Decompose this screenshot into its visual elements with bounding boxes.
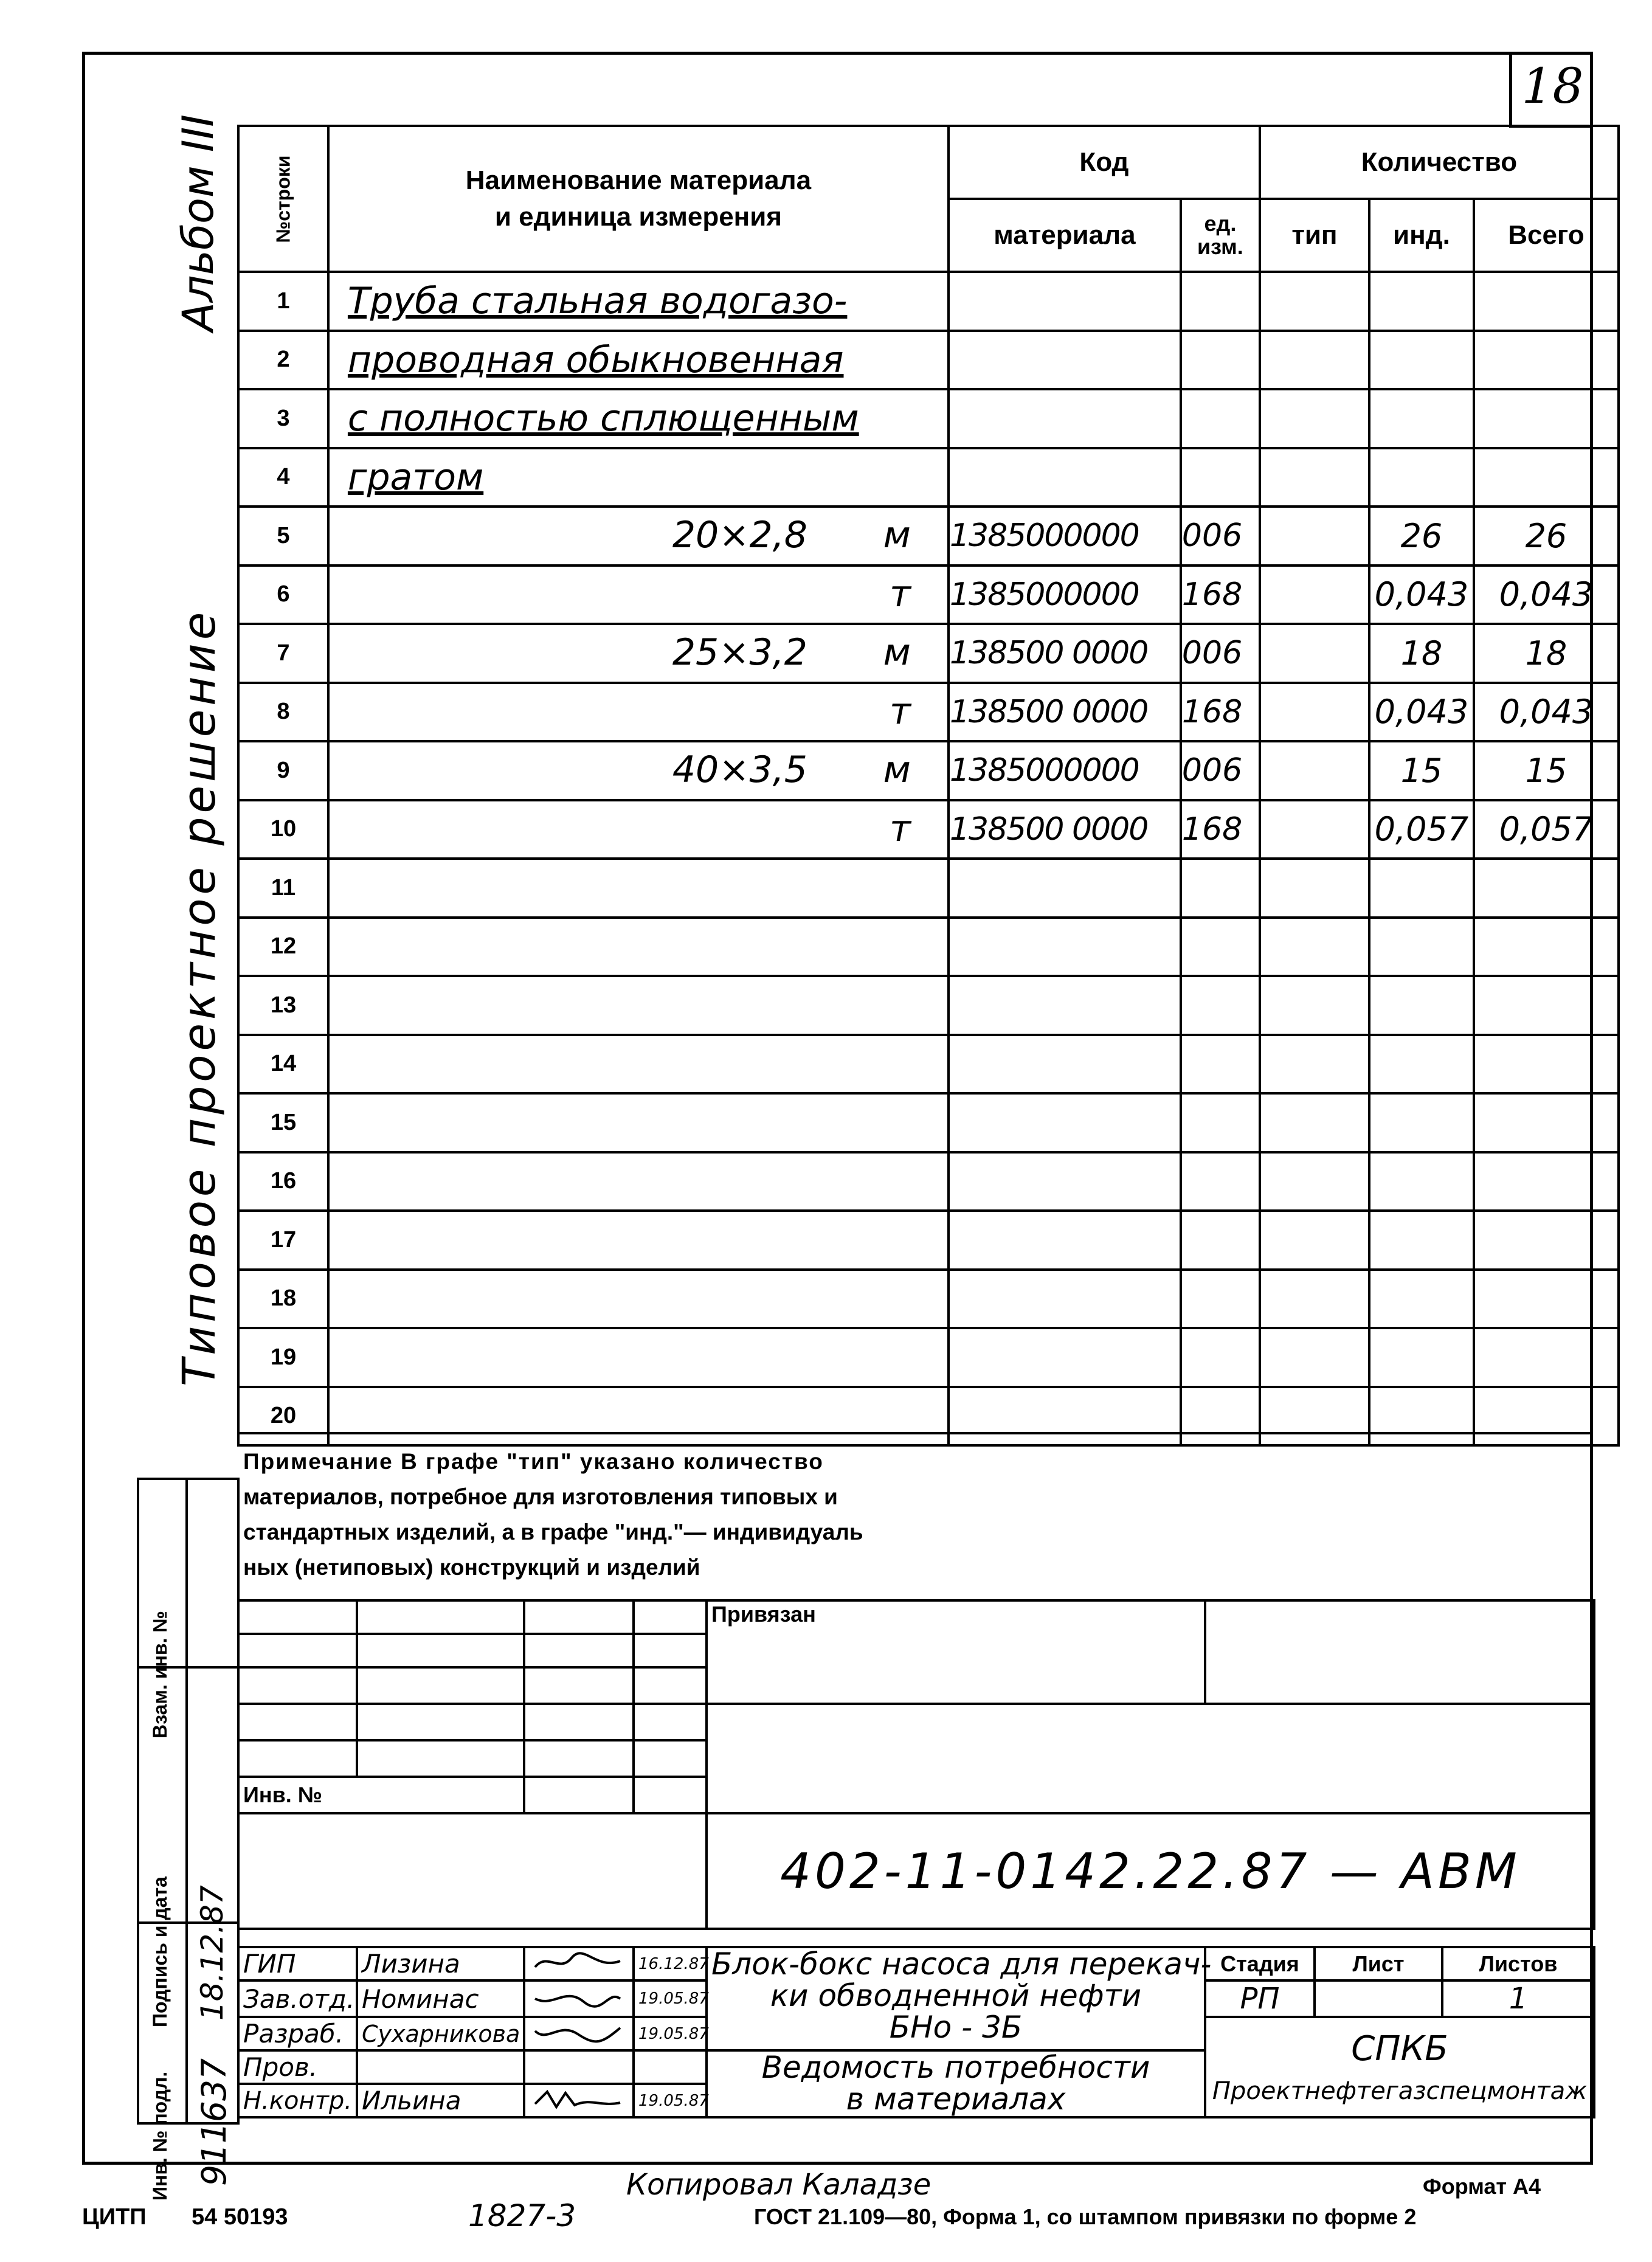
qty-type (1260, 1093, 1369, 1152)
signature (524, 1980, 634, 2017)
row-number: 20 (238, 1387, 328, 1446)
album-label: Альбом III (173, 114, 223, 331)
qty-ind: 26 (1369, 507, 1474, 566)
qty-total (1474, 331, 1619, 390)
unit-code (1181, 918, 1260, 977)
signature (524, 2084, 634, 2117)
ind-header: инд. (1369, 199, 1474, 272)
material-name-cell (328, 1387, 949, 1446)
qty-total (1474, 1093, 1619, 1152)
note-line: Примечание В графе "тип" указано количество (243, 1449, 824, 1474)
row-number: 11 (238, 859, 328, 918)
material-name-cell (328, 800, 949, 859)
materials-table (237, 125, 1620, 1447)
signer-role: ГИП (238, 1947, 357, 1980)
qty-type (1260, 976, 1369, 1035)
qty-type (1260, 1035, 1369, 1094)
unit-code: 006 (1181, 741, 1260, 800)
material-name-cell (328, 1093, 949, 1152)
qty-type (1260, 1211, 1369, 1270)
material-code (949, 1270, 1181, 1329)
qty-total (1474, 859, 1619, 918)
material-code: 138500 0000 (949, 683, 1181, 742)
material-code: 138500 0000 (949, 800, 1181, 859)
material-code: 1385000000 (949, 507, 1181, 566)
qty-type (1260, 389, 1369, 448)
type-header: тип (1260, 199, 1369, 272)
table-row (238, 741, 1619, 800)
doc-code: 402-11-0142.22.87 — АВМ (707, 1813, 1594, 1929)
material-code (949, 1211, 1181, 1270)
unit-code: 168 (1181, 683, 1260, 742)
privyazan-label: Привязан (707, 1600, 1205, 1704)
qty-ind (1369, 918, 1474, 977)
unit-code (1181, 1270, 1260, 1329)
signer-date: 19.05.87 (634, 1980, 707, 2017)
qty-type (1260, 331, 1369, 390)
qty-ind (1369, 331, 1474, 390)
total-header: Всего (1474, 199, 1619, 272)
table-row (238, 1093, 1619, 1152)
signer-date: 19.05.87 (634, 2084, 707, 2117)
qty-type (1260, 683, 1369, 742)
material-code (949, 1035, 1181, 1094)
material-name-cell (328, 859, 949, 918)
format-label: Формат А4 (1423, 2174, 1541, 2199)
name-header: Наименование материала и единица измерения (328, 126, 949, 272)
material-name-cell (328, 389, 949, 448)
table-row (238, 1328, 1619, 1387)
table-row (238, 1270, 1619, 1329)
material-name-cell (328, 918, 949, 977)
material-code (949, 448, 1181, 507)
qty-total (1474, 1152, 1619, 1211)
footer-handwritten: 1827-3 (468, 2198, 576, 2233)
qty-type (1260, 859, 1369, 918)
signer-date: 19.05.87 (634, 2017, 707, 2050)
sheet-number: 18 (1521, 58, 1584, 114)
table-row (238, 331, 1619, 390)
unit: м (883, 631, 911, 674)
unit-code-header: ед. изм. (1181, 199, 1260, 272)
unit-code (1181, 448, 1260, 507)
qty-total (1474, 918, 1619, 977)
quantity-header: Количество (1260, 126, 1619, 199)
signer-name: Лизина (357, 1947, 524, 1980)
project-label: Типовое проектное решение (173, 608, 226, 1386)
table-row (238, 448, 1619, 507)
material-code (949, 1387, 1181, 1446)
signer-name: Номинас (357, 1980, 524, 2017)
footer-number: 54 50193 (192, 2204, 288, 2230)
material-code: 138500 0000 (949, 624, 1181, 683)
material-code (949, 331, 1181, 390)
material-name: 20×2,8 (672, 514, 807, 556)
qty-type (1260, 800, 1369, 859)
unit-code (1181, 331, 1260, 390)
signature-date-label: Подпись и дата (138, 1667, 187, 1923)
signer-date: 16.12.87 (634, 1947, 707, 1980)
table-row (238, 800, 1619, 859)
row-number: 4 (238, 448, 328, 507)
code-header: Код (949, 126, 1260, 199)
signature (524, 1947, 634, 1980)
qty-total: 18 (1474, 624, 1619, 683)
qty-total (1474, 1270, 1619, 1329)
qty-total: 0,057 (1474, 800, 1619, 859)
table-row (238, 624, 1619, 683)
qty-total (1474, 389, 1619, 448)
row-number: 1 (238, 272, 328, 331)
row-number: 16 (238, 1152, 328, 1211)
material-name: с полностью сплющенным (347, 397, 859, 440)
object-title: Блок-бокс насоса для перекач- ки обводненной нефти БНо - 3Б (707, 1947, 1205, 2050)
qty-ind (1369, 448, 1474, 507)
qty-type (1260, 566, 1369, 624)
note-line: материалов, потребное для изготовления типовых и (243, 1484, 838, 1509)
qty-total (1474, 272, 1619, 331)
inv-podl-value: 911637 (187, 1923, 238, 2123)
row-number: 5 (238, 507, 328, 566)
qty-ind (1369, 1270, 1474, 1329)
qty-type (1260, 1270, 1369, 1329)
inv-podl-label: Инв. № подл. (138, 1923, 187, 2123)
table-row (238, 859, 1619, 918)
table-row (238, 918, 1619, 977)
row-number: 14 (238, 1035, 328, 1094)
qty-ind (1369, 1035, 1474, 1094)
row-number: 17 (238, 1211, 328, 1270)
material-name-cell (328, 1328, 949, 1387)
unit-code: 006 (1181, 507, 1260, 566)
qty-total: 0,043 (1474, 683, 1619, 742)
material-code (949, 859, 1181, 918)
unit: м (883, 749, 911, 791)
note (243, 1444, 1034, 1585)
qty-ind (1369, 1211, 1474, 1270)
unit-code (1181, 272, 1260, 331)
qty-type (1260, 272, 1369, 331)
note-top-line (237, 1432, 1593, 1434)
signature (524, 2017, 634, 2050)
qty-ind: 0,043 (1369, 566, 1474, 624)
material-name-cell (328, 448, 949, 507)
qty-total (1474, 1328, 1619, 1387)
row-number: 2 (238, 331, 328, 390)
material-name-cell (328, 1270, 949, 1329)
material-name-cell (328, 507, 949, 566)
organization: СПКБ Проектнефтегазспецмонтаж (1205, 2017, 1594, 2117)
row-number: 7 (238, 624, 328, 683)
qty-ind (1369, 859, 1474, 918)
material-name-cell (328, 1211, 949, 1270)
unit: м (883, 514, 911, 556)
note-line: стандартных изделий, а в графе "инд."— индивидуаль (243, 1520, 863, 1544)
qty-total: 26 (1474, 507, 1619, 566)
row-number: 12 (238, 918, 328, 977)
qty-ind: 15 (1369, 741, 1474, 800)
stage-value: РП (1205, 1980, 1315, 2017)
unit-code (1181, 1328, 1260, 1387)
footer-gost: ГОСТ 21.109—80, Форма 1, со штампом привязки по форме 2 (754, 2204, 1417, 2229)
qty-ind (1369, 976, 1474, 1035)
qty-type (1260, 741, 1369, 800)
material-code: 1385000000 (949, 566, 1181, 624)
material-name-cell (328, 566, 949, 624)
material-code: 1385000000 (949, 741, 1181, 800)
material-name-cell (328, 976, 949, 1035)
unit: т (889, 690, 911, 733)
material-code (949, 272, 1181, 331)
title-block (237, 1946, 1595, 2118)
unit-code (1181, 1211, 1260, 1270)
signer-role: Н.контр. (238, 2084, 357, 2117)
material-code (949, 1328, 1181, 1387)
table-row (238, 1152, 1619, 1211)
material-code (949, 389, 1181, 448)
qty-ind (1369, 1387, 1474, 1446)
material-name-cell (328, 741, 949, 800)
qty-total (1474, 1211, 1619, 1270)
qty-ind: 18 (1369, 624, 1474, 683)
material-name-cell (328, 1152, 949, 1211)
material-code-header: материала (949, 199, 1181, 272)
row-number: 19 (238, 1328, 328, 1387)
table-row (238, 1035, 1619, 1094)
signer-role: Зав.отд. (238, 1980, 357, 2017)
unit-code (1181, 859, 1260, 918)
material-name-cell (328, 1035, 949, 1094)
material-name-cell (328, 624, 949, 683)
qty-total (1474, 1035, 1619, 1094)
sheets-value: 1 (1442, 1980, 1594, 2017)
unit: т (889, 807, 911, 850)
material-code (949, 918, 1181, 977)
unit-code: 168 (1181, 566, 1260, 624)
signer-name: Сухарникова (357, 2017, 524, 2050)
qty-total (1474, 976, 1619, 1035)
qty-total: 15 (1474, 741, 1619, 800)
material-code (949, 976, 1181, 1035)
row-no-header: №строки (238, 126, 328, 272)
vzam-label: Взам. инв. № (138, 1479, 187, 1667)
material-name: проводная обыкновенная (347, 338, 844, 381)
qty-type (1260, 448, 1369, 507)
qty-ind (1369, 1093, 1474, 1152)
qty-ind (1369, 1152, 1474, 1211)
unit-code (1181, 389, 1260, 448)
row-number: 18 (238, 1270, 328, 1329)
qty-ind (1369, 389, 1474, 448)
document-name: Ведомость потребности в материалах (707, 2050, 1205, 2117)
table-row (238, 976, 1619, 1035)
signer-role: Разраб. (238, 2017, 357, 2050)
qty-type (1260, 1152, 1369, 1211)
row-number: 8 (238, 683, 328, 742)
table-row (238, 1387, 1619, 1446)
sheet-number-box (1509, 52, 1593, 128)
note-line: ных (нетиповых) конструкций и изделий (243, 1555, 700, 1580)
material-code (949, 1152, 1181, 1211)
material-name: гратом (347, 455, 484, 499)
inv-no-label: Инв. № (238, 1777, 524, 1813)
stage-label: Стадия (1205, 1947, 1315, 1980)
qty-ind: 0,043 (1369, 683, 1474, 742)
material-name-cell (328, 272, 949, 331)
material-name: 25×3,2 (672, 631, 807, 674)
sheet-label: Лист (1315, 1947, 1442, 1980)
material-name: 40×3,5 (672, 749, 807, 791)
signature-date-value: 18.12.87 (187, 1667, 238, 1923)
table-row (238, 1211, 1619, 1270)
table-row (238, 389, 1619, 448)
qty-type (1260, 1328, 1369, 1387)
unit-code (1181, 976, 1260, 1035)
qty-ind (1369, 1328, 1474, 1387)
qty-total (1474, 448, 1619, 507)
table-row (238, 272, 1619, 331)
row-number: 13 (238, 976, 328, 1035)
signer-name: Ильина (357, 2084, 524, 2117)
material-name: Труба стальная водогазо- (347, 280, 848, 323)
row-number: 6 (238, 566, 328, 624)
qty-type (1260, 918, 1369, 977)
row-number: 9 (238, 741, 328, 800)
qty-total (1474, 1387, 1619, 1446)
unit-code: 006 (1181, 624, 1260, 683)
unit-code (1181, 1093, 1260, 1152)
material-name-cell (328, 331, 949, 390)
unit-code: 168 (1181, 800, 1260, 859)
copied-by: Копировал Каладзе (626, 2168, 931, 2202)
signer-role: Пров. (238, 2050, 357, 2084)
row-number: 3 (238, 389, 328, 448)
row-number: 15 (238, 1093, 328, 1152)
side-stamp (137, 1478, 240, 2201)
qty-total: 0,043 (1474, 566, 1619, 624)
qty-type (1260, 507, 1369, 566)
qty-ind: 0,057 (1369, 800, 1474, 859)
sheet-value (1315, 1980, 1442, 2017)
binding-stamp (237, 1599, 1595, 1930)
qty-type (1260, 624, 1369, 683)
qty-ind (1369, 272, 1474, 331)
material-code (949, 1093, 1181, 1152)
material-name-cell (328, 683, 949, 742)
unit-code (1181, 1035, 1260, 1094)
unit: т (889, 572, 911, 615)
unit-code (1181, 1387, 1260, 1446)
sheets-label: Листов (1442, 1947, 1594, 1980)
table-row (238, 566, 1619, 624)
table-row (238, 507, 1619, 566)
unit-code (1181, 1152, 1260, 1211)
table-row (238, 683, 1619, 742)
footer-org: ЦИТП (82, 2204, 147, 2230)
qty-type (1260, 1387, 1369, 1446)
row-number: 10 (238, 800, 328, 859)
